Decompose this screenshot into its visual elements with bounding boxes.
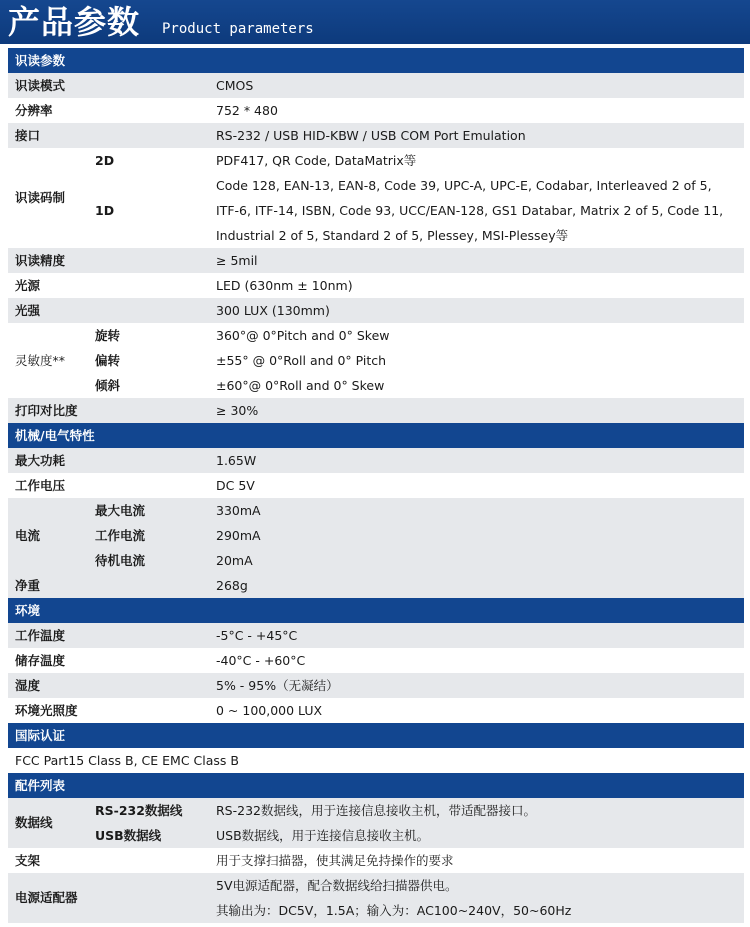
spec-value-2d: PDF417, QR Code, DataMatrix等 [216, 153, 417, 168]
spec-label: 识读模式 [15, 78, 66, 93]
spec-label: 光源 [15, 278, 41, 293]
section-header-environment: 环境 [8, 598, 744, 623]
section-header-electrical: 机械/电气特性 [8, 423, 744, 448]
spec-value: CMOS [216, 78, 254, 93]
spec-sublabel-usb: USB数据线 [95, 828, 162, 843]
spec-label: 工作温度 [15, 628, 66, 643]
spec-row-stand [8, 848, 744, 873]
spec-value-usb: USB数据线，用于连接信息接收主机。 [216, 828, 430, 843]
spec-row-power [8, 448, 744, 473]
spec-group-symbologies [8, 148, 744, 248]
spec-value: LED (630nm ± 10nm) [216, 278, 353, 293]
spec-row-read-mode [8, 73, 744, 98]
spec-sublabel-skew: 倾斜 [95, 378, 121, 393]
spec-group-cables [8, 798, 744, 848]
spec-value-1d: Code 128, EAN-13, EAN-8, Code 39, UPC-A, UPC-E, Codabar, Interleaved 2 of 5, ITF-6, ITF-14, ISBN, Code 93, UCC/EAN-128, GS1 Databar, Matrix 2 of 5, Code 11, Industrial 2 of 5, Standard 2 of 5, Plessey, MSI-Plessey等 [216, 178, 724, 243]
section-header-accessories: 配件列表 [8, 773, 744, 798]
spec-value: 300 LUX (130mm) [216, 303, 330, 318]
spec-sublabel-rotation: 旋转 [95, 328, 121, 343]
spec-label: 分辨率 [15, 103, 53, 118]
spec-sublabel-pitch: 偏转 [95, 353, 121, 368]
spec-table [8, 48, 744, 923]
spec-label: 数据线 [15, 815, 53, 830]
spec-value-skew: ±60°@ 0°Roll and 0° Skew [216, 378, 385, 393]
spec-value-adapter-line1: 5V电源适配器，配合数据线给扫描器供电。 [216, 878, 458, 893]
spec-value: ≥ 5mil [216, 253, 258, 268]
spec-row-voltage [8, 473, 744, 498]
spec-row-light-intensity [8, 298, 744, 323]
spec-label: 打印对比度 [15, 403, 78, 418]
spec-label: 最大功耗 [15, 453, 66, 468]
spec-value-max-current: 330mA [216, 503, 261, 518]
spec-sublabel-1d: 1D [95, 203, 115, 218]
spec-row-resolution [8, 98, 744, 123]
spec-value: RS-232 / USB HID-KBW / USB COM Port Emulation [216, 128, 526, 143]
section-header-read: 识读参数 [8, 48, 744, 73]
spec-value: ≥ 30% [216, 403, 259, 418]
spec-row-weight [8, 573, 744, 598]
spec-label: 支架 [15, 853, 41, 868]
spec-label: 灵敏度** [15, 353, 66, 368]
spec-value: FCC Part15 Class B, CE EMC Class B [15, 753, 239, 768]
spec-label: 工作电压 [15, 478, 66, 493]
spec-row-humidity [8, 673, 744, 698]
spec-value: -40°C - +60°C [216, 653, 306, 668]
spec-row-op-temp [8, 623, 744, 648]
spec-label: 环境光照度 [15, 703, 78, 718]
spec-group-sensitivity [8, 323, 744, 398]
spec-label: 识读精度 [15, 253, 66, 268]
spec-row-ambient-light [8, 698, 744, 723]
spec-label: 湿度 [15, 678, 41, 693]
spec-sublabel-max-current: 最大电流 [95, 503, 146, 518]
spec-row-interface [8, 123, 744, 148]
spec-row-contrast [8, 398, 744, 423]
spec-value: 5% - 95%（无凝结） [216, 678, 339, 693]
spec-group-current [8, 498, 744, 573]
spec-label: 光强 [15, 303, 41, 318]
spec-row-light-source [8, 273, 744, 298]
spec-sublabel-2d: 2D [95, 153, 115, 168]
spec-label: 电流 [15, 528, 41, 543]
page-header [0, 0, 750, 44]
spec-value-work-current: 290mA [216, 528, 261, 543]
spec-value: 0 ~ 100,000 LUX [216, 703, 323, 718]
spec-group-adapter [8, 873, 744, 923]
spec-value-standby-current: 20mA [216, 553, 253, 568]
section-header-certification: 国际认证 [8, 723, 744, 748]
page-subtitle: Product parameters [162, 21, 314, 37]
spec-row-storage-temp [8, 648, 744, 673]
spec-value: 1.65W [216, 453, 257, 468]
spec-value-rs232: RS-232数据线，用于连接信息接收主机，带适配器接口。 [216, 803, 536, 818]
spec-label: 储存温度 [15, 653, 66, 668]
spec-label: 接口 [15, 128, 41, 143]
spec-label: 电源适配器 [15, 890, 78, 905]
spec-value: 268g [216, 578, 248, 593]
spec-value-rotation: 360°@ 0°Pitch and 0° Skew [216, 328, 390, 343]
spec-value: 752 * 480 [216, 103, 278, 118]
spec-value-adapter-line2: 其输出为：DC5V，1.5A；输入为：AC100~240V，50~60Hz [216, 903, 572, 918]
spec-row-precision [8, 248, 744, 273]
spec-sublabel-work-current: 工作电流 [95, 528, 146, 543]
spec-value: -5°C - +45°C [216, 628, 298, 643]
spec-label: 识读码制 [15, 190, 66, 205]
spec-label: 净重 [15, 578, 41, 593]
spec-value-pitch: ±55° @ 0°Roll and 0° Pitch [216, 353, 387, 368]
page-title: 产品参数 [8, 3, 141, 41]
spec-sublabel-rs232: RS-232数据线 [95, 803, 183, 818]
spec-sublabel-standby-current: 待机电流 [95, 553, 146, 568]
spec-value: DC 5V [216, 478, 255, 493]
spec-value: 用于支撑扫描器，使其满足免持操作的要求 [216, 853, 454, 868]
spec-row-certification [8, 748, 744, 773]
